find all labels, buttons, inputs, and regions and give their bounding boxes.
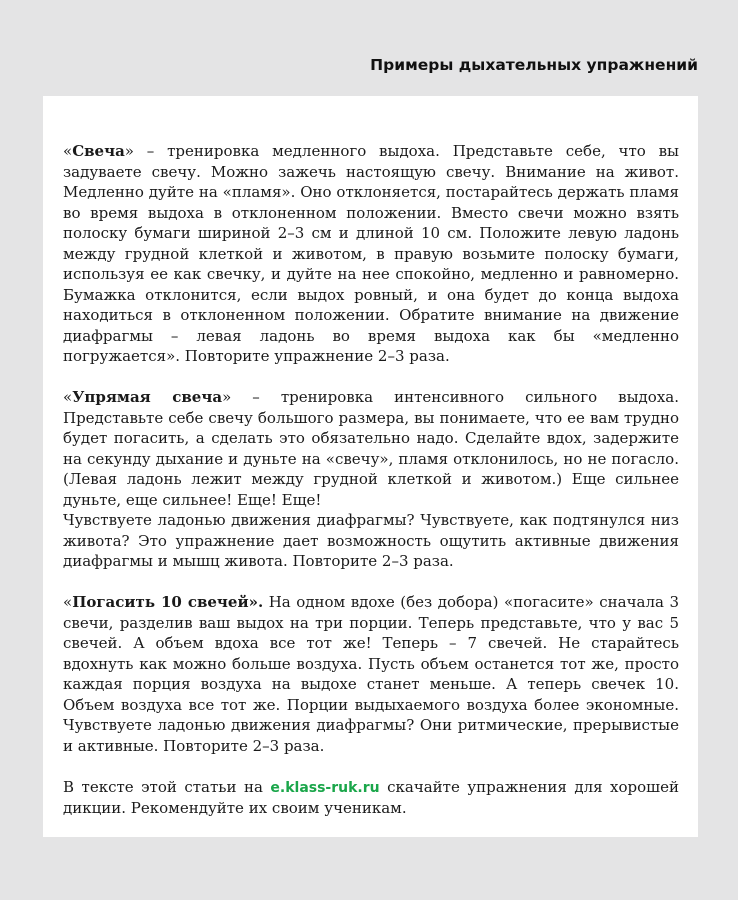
footer-note-after: скачайте упражнения для хорошей дикции. Рекомендуйте их своим ученикам.	[63, 777, 679, 817]
exercise-description: – тренировка интенсивного сильного выдоха. Представьте себе свечу большого размера, вы понимаете, что ее вам трудно будет погасить, а сделать это обязательно надо. Сделайте вдох, задержите на секунду дыхание и дуньте на «свечу», пламя отклонилось, но не погасло. (Левая ладонь лежит между грудной клеткой и животом.) Еще сильнее дуньте, еще сильнее! Еще! Еще!	[63, 388, 679, 509]
site-link[interactable]: e.klass-ruk.ru	[270, 779, 380, 796]
footer-note-before: В тексте этой статьи на	[63, 777, 271, 796]
article-panel	[43, 96, 698, 837]
exercise-stubborn-candle	[63, 387, 679, 510]
exercise-ten-candles	[63, 592, 679, 756]
open-quote: «	[63, 142, 73, 160]
exercise-term: Упрямая свеча	[72, 388, 223, 406]
exercise-candle	[63, 141, 679, 367]
open-quote: «	[63, 388, 73, 406]
exercise-term: Погасить 10 свечей».	[72, 593, 264, 611]
article-body	[63, 141, 679, 839]
exercise-description: – тренировка медленного выдоха. Представьте себе, что вы задуваете свечу. Можно зажечь настоящую свечу. Внимание на живот. Медленно дуйте на «пламя». Оно отклоняется, постарайтесь держать пламя во время выдоха в отклоненном положении. Вместо свечи можно взять полоску бумаги шириной 2–3 см и длиной 10 см. Положите левую ладонь между грудной клеткой и животом, в правую возьмите полоску бумаги, используя ее как свечку, и дуйте на нее спокойно, медленно и равномерно. Бумажка отклонится, если выдох ровный, и она будет до конца выдоха находиться в отклоненном положении. Обратите внимание на движение диафрагмы – левая ладонь во время выдоха как бы «медленно погружается». Повторите упражнение 2–3 раза.	[63, 142, 679, 365]
exercise-stubborn-candle-continued: Чувствуете ладонью движения диафрагмы? Чувствуете, как подтянулся низ живота? Это упражнение дает возможность ощутить активные движения диафрагмы и мышц живота. Повторите 2–3 раза.	[63, 511, 679, 570]
page-title: Примеры дыхательных упражнений	[370, 56, 698, 74]
close-quote: »	[222, 388, 232, 406]
open-quote: «	[63, 593, 73, 611]
footer-note	[63, 777, 679, 819]
exercise-description: На одном вдохе (без добора) «погасите» сначала 3 свечи, разделив ваш выдох на три порции. Теперь представьте, что у вас 5 свечей. А объем вдоха все тот же! Теперь – 7 свечей. Не старайтесь вдохнуть как можно больше воздуха. Пусть объем останется тот же, просто каждая порция воздуха на выдохе станет меньше. А теперь свечек 10. Объем воздуха все тот же. Порции выдыхаемого воздуха более экономные. Чувствуете ладонью движения диафрагмы? Они ритмические, прерывистые и активные. Повторите 2–3 раза.	[63, 593, 679, 755]
exercise-term: Свеча	[72, 142, 125, 160]
close-quote: »	[124, 142, 134, 160]
